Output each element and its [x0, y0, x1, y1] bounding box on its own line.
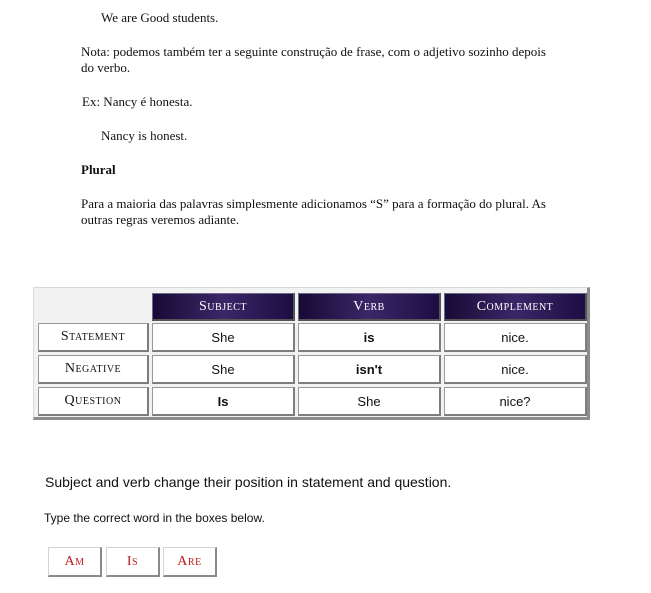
row-label-statement: Statement: [38, 323, 149, 352]
plural-line-1: Para a maioria das palavras simplesmente adicionamos “S” para a formação do plural. As: [81, 196, 546, 211]
note-line-1: Nota: podemos também ter a seguinte construção de frase, com o adjetivo sozinho depois: [81, 44, 546, 59]
cell-statement-verb: is: [298, 323, 441, 352]
cell-question-complement: nice?: [444, 387, 587, 416]
plural-heading: Plural: [81, 162, 116, 177]
cell-statement-complement: nice.: [444, 323, 587, 352]
header-complement: Complement: [444, 293, 587, 321]
header-verb: Verb: [298, 293, 441, 321]
cell-negative-complement: nice.: [444, 355, 587, 384]
grammar-table: [33, 287, 590, 420]
instruction-text: Type the correct word in the boxes below.: [44, 511, 265, 525]
row-label-question: Question: [38, 387, 149, 416]
word-button-am[interactable]: Am: [48, 547, 102, 577]
cell-negative-verb: isn't: [298, 355, 441, 384]
note-line-2: do verbo.: [81, 60, 131, 75]
example-sentence: We are Good students.: [101, 10, 219, 25]
word-button-is[interactable]: Is: [106, 547, 160, 577]
cell-question-verb: She: [298, 387, 441, 416]
header-subject: Subject: [152, 293, 295, 321]
cell-statement-subject: She: [152, 323, 295, 352]
example-english: Nancy is honest.: [101, 128, 188, 143]
word-button-are[interactable]: Are: [163, 547, 217, 577]
example-portuguese: Ex: Nancy é honesta.: [82, 94, 193, 109]
row-label-negative: Negative: [38, 355, 149, 384]
cell-question-subject: Is: [152, 387, 295, 416]
cell-negative-subject: She: [152, 355, 295, 384]
plural-line-2: outras regras veremos adiante.: [81, 212, 240, 227]
explanation-text: Subject and verb change their position in statement and question.: [45, 474, 452, 490]
